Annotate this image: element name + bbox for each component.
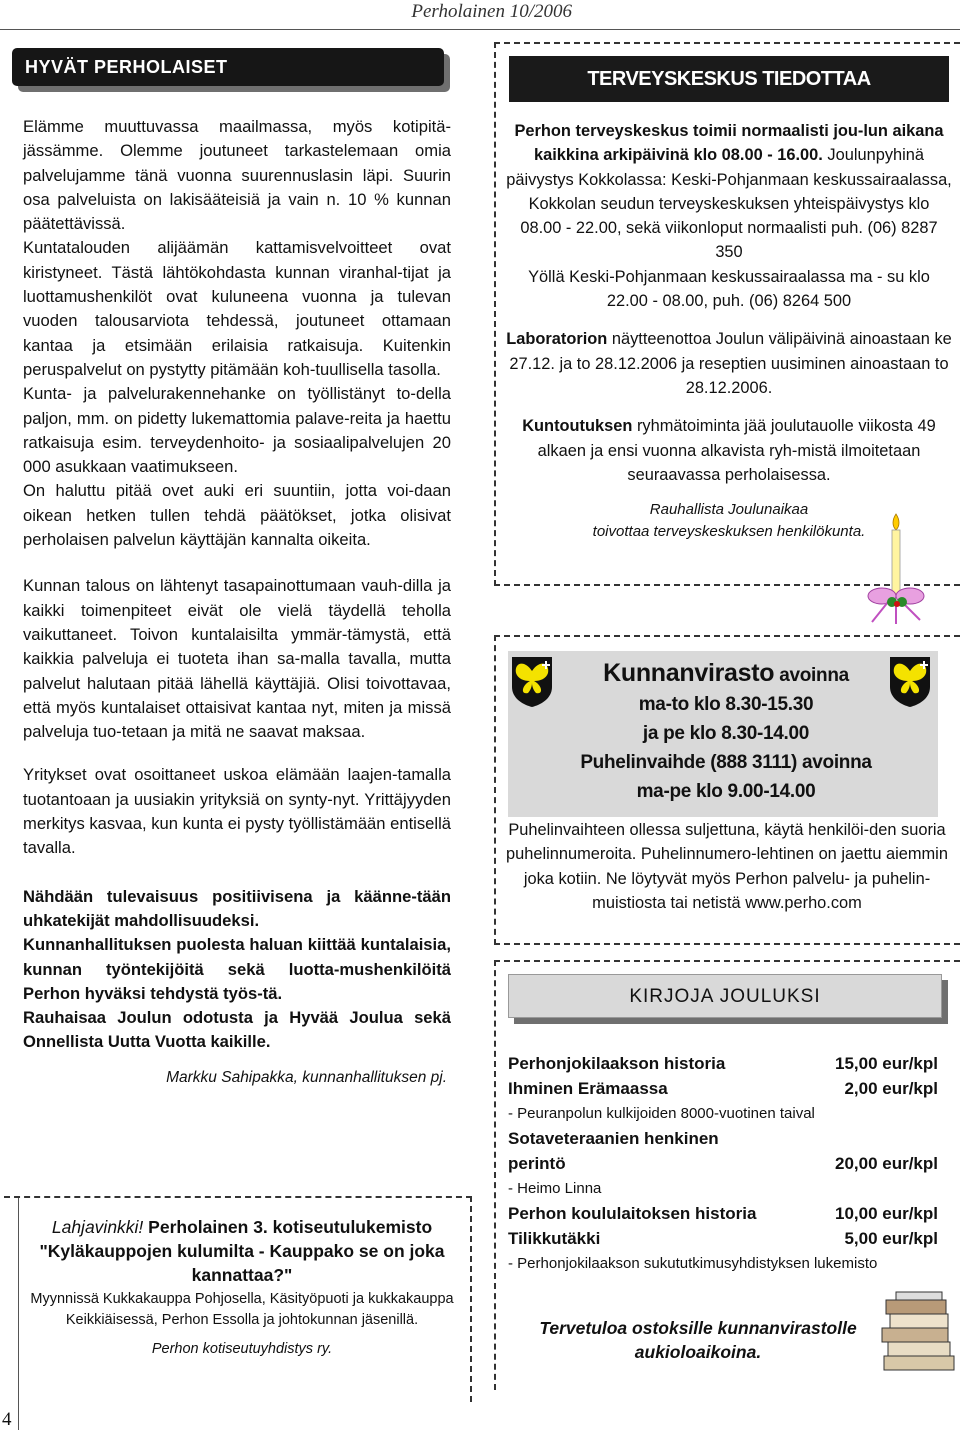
book-price: 5,00 eur/kpl [844,1229,938,1248]
book-item [508,1151,938,1176]
kirjoja-title-text: KIRJOJA JOULUKSI [508,974,942,1018]
tip-line-2: "Kyläkauppojen kulumilta - Kauppako se on joka kannattaa?" [39,1241,445,1285]
left-column [23,48,451,1089]
tk-lab [506,327,952,400]
book-name: Tilikkutäkki [508,1229,601,1248]
tip-line-3: Myynnissä Kukkakauppa Pohjosella, Käsityöpuoti ja kukkakauppa Keikkiäisessä, Perhon Essolla ja johtokunnan jäsenillä. [30,1291,454,1328]
article-paragraph-1 [23,115,451,552]
book-item [508,1076,938,1101]
header-rule [0,29,960,30]
hours-4: ma-pe klo 9.00-14.00 [636,781,816,802]
tip-line-1 [22,1215,462,1239]
book-price: 2,00 eur/kpl [844,1079,938,1098]
terveyskeskus-box [494,42,960,586]
book-item [508,1226,938,1251]
p1a: Elämme muuttuvassa maailmassa, myös kotipitä-jässämme. Olemme joutuneet tarkastelemaan omia palvelujamme tänä vuonna suurennuslasin läpi. Suurin osa palveluista on lakisääteisiä ja vain n. 10 % kunnan päätettävissä. [23,117,451,234]
hours-3: Puhelinvaihde (888 3111) avoinna [580,752,872,773]
tk-greet-1: Rauhallista Joulunaikaa [649,501,809,519]
book-price: 10,00 eur/kpl [834,1204,938,1223]
page-number: 4 [2,1409,12,1430]
tk-kunt [506,414,952,487]
terveyskeskus-title: TERVEYSKESKUS TIEDOTTAA [509,56,949,102]
book-item [508,1051,938,1076]
tk-kunt-lead: Kuntoutuksen [522,417,633,436]
kirjoja-box [494,960,960,1390]
hours-1: ma-to klo 8.30-15.30 [638,694,814,715]
butterfly-emblem-icon [888,655,932,707]
terveyskeskus-content [506,119,952,543]
article-bold-2: Kunnanhallituksen puolesta haluan kiittää kuntalaisia, kunnan työntekijöitä sekä luotta-mushenkilöitä Perhon hyväksi tehdystä työs-tä. [23,935,451,1003]
opening-hours [576,659,876,806]
tk-l1-l2 [506,119,952,265]
phone-note: Puhelinvaihteen ollessa suljettuna, käytä henkilöi-den suoria puhelinnumeroita. Puhelinnumero-lehtinen on jaettu aiemmin joka kotiin. Ne löytyvät myös Perhon palvelu- ja puhelin-muistiosta tai netistä www.perho.com [506,821,948,912]
tk-greet-2: toivottaa terveyskeskuksen henkilökunta. [592,523,866,541]
tk-l2: Joulunpyhinä päivystys Kokkolassa: Keski-Pohjanmaan keskussairaalassa, Kokkolan seudun terveyskeskuksen yhteispäivystys klo 08.00 - 22.00, sekä viikonloput normaalisti puh. (06) 8287 350 [506,146,952,262]
article-bold-3: Rauhaisaa Joulun odotusta ja Hyvää Joulua sekä Onnellista Uutta Vuotta kaikille. [23,1008,451,1052]
tip-sign: Perhon kotiseutuyhdistys ry. [151,1341,333,1357]
article-bold-1: Nähdään tulevaisuus positiivisena ja käänne-tään uhkatekijät mahdollisuudeksi. [23,886,451,930]
virasto-title-small: avoinna [774,665,849,686]
butterfly-emblem-icon [510,655,554,707]
kunnanvirasto-box [494,635,960,945]
p1c: Kunta- ja palvelurakennehanke on työllistänyt to-della paljon, mm. on pidetty lukemattomia palave-reita ja haettu ratkaisuja esim. terveydenhoito- ja sosiaalipalvelujen 20 000 asukkaan vaatimukseen. [23,384,451,477]
book-subtitle: - Perhonjokilaakson sukututkimusyhdistyksen lukemisto [508,1255,878,1272]
gift-tip [22,1215,462,1360]
book-price: 15,00 eur/kpl [834,1054,938,1073]
tk-kunt-text: ryhmätoiminta jää joulutauolle viikosta 49 alkaen ja ensi vuonna alkavista ryh-mistä ilmoitetaan seuraavassa perholaisessa. [537,417,936,484]
virasto-title [576,659,876,690]
book-price: 20,00 eur/kpl [834,1154,938,1173]
tk-l3: Yöllä Keski-Pohjanmaan keskussairaalassa ma - su klo 22.00 - 08.00, puh. (06) 8264 500 [528,267,930,311]
book-name: Sotaveteraanien henkinen [508,1129,719,1148]
christmas-candle-icon [862,510,932,630]
issue-label: Perholainen 10/2006 [411,1,572,22]
tk-lab-lead: Laboratorion [506,330,608,349]
book-name: Ihminen Erämaassa [508,1079,668,1098]
p1d: On haluttu pitää ovet auki eri suuntiin, jotta voi-daan oikean hetken tullen tehdä päätökset, jotka olisivat perholaisen palvelun käyttäjän kannalta oikeita. [23,481,451,550]
book-name: perintö [508,1154,566,1173]
article-paragraph-2: Kunnan talous on lähtenyt tasapainottumaan vauh-dilla ja kaikki toimenpiteet eivät ole vielä täydellä teholla vaikuttaneet. Toivon kuntalaisilta ymmär-tämystä, että kaikkia palveluja ei tuoteta ihan sa-malla tavalla, mutta palvelut halutaan pitää lähellä käyttäjiä. Olisi toivottavaa, että myös kuntalaiset ottaisivat kantaa nyt, miten ja missä palveluja tuo-tetaan ja mitä ne saavat maksaa. [23,576,451,742]
book-name: Perhonjokilaakson historia [508,1054,726,1073]
section-title-hyvat-perholaiset [12,48,450,92]
book-stack-icon [878,1290,958,1374]
book-list [508,1051,938,1276]
tk-lab-text: näytteenottoa Joulun välipäivinä ainoastaan ke 27.12. ja to 28.12.2006 ja reseptien uusiminen ainoastaan to 28.12.2006. [509,330,952,397]
book-subtitle: - Heimo Linna [508,1180,602,1197]
book-name: Perhon koululaitoksen historia [508,1204,757,1223]
book-item [508,1126,938,1151]
tip-lead: Lahjavinkki! [51,1217,144,1237]
book-subtitle: - Peuranpolun kulkijoiden 8000-vuotinen taival [508,1105,815,1122]
article-paragraph-3: Yritykset ovat osoittaneet uskoa elämään laajen-tamalla tuotantoaan ja uusiakin yrityksiä on synty-nyt. Yrittäjyyden merkitys kasvaa, kun kunta ei pysty työllistämään entisellä tavalla. [23,765,451,858]
virasto-title-big: Kunnanvirasto [603,659,775,687]
p1b: Kuntatalouden alijäämän kattamisvelvoitteet ovat kiristyneet. Tästä lähtökohdasta kunnan viranhal-tijat ja luottamushenkilöt ovat kuluneena vuonna ja tulevan vuoden talousarviota tehdessä, joutuneet ottamaan kantaa ja etsimään erilaisia ratkaisuja. Kuitenkin peruspalvelut on pystytty pitämään koh-tuullisella tasolla. [23,238,451,379]
signature: Markku Sahipakka, kunnanhallituksen pj. [166,1068,447,1086]
book-item [508,1201,938,1226]
kirjoja-title [508,974,948,1024]
title-text: HYVÄT PERHOLAISET [12,48,444,86]
tip-title: Perholainen 3. kotiseutulukemisto [143,1217,433,1237]
welcome-text: Tervetuloa ostoksille kunnanvirastolle aukioloaikoina. [539,1318,857,1362]
tk-l1: Perhon terveyskeskus toimii normaalisti jou-lun aikana kaikkina arkipäivinä klo 08.00 - 16.00. [514,122,944,165]
hours-2: ja pe klo 8.30-14.00 [642,723,810,744]
